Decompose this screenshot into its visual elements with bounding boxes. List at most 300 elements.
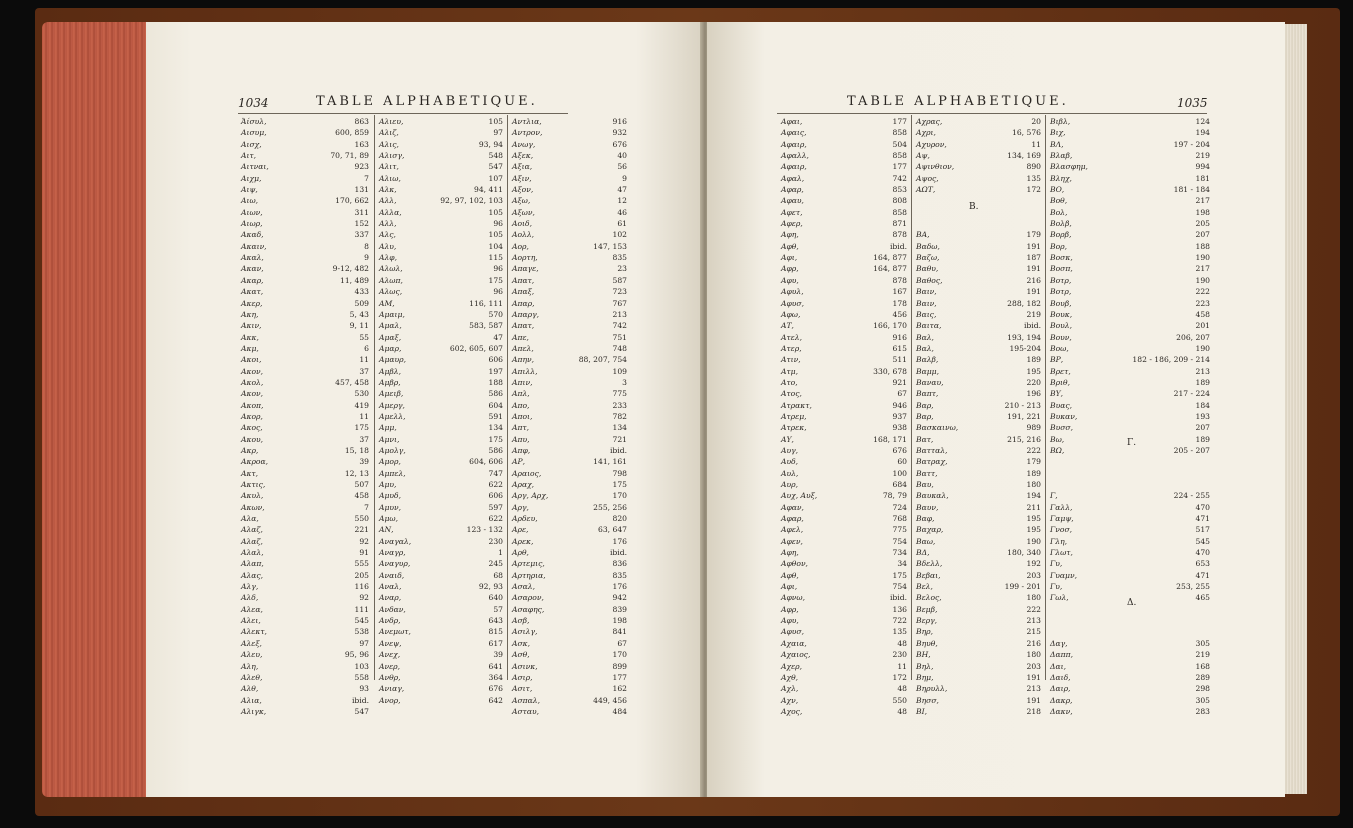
entry-page-refs: 871 — [892, 219, 907, 229]
entry-word: Αλας, — [241, 570, 264, 580]
entry-page-refs: 458 — [354, 491, 369, 501]
index-entry — [781, 513, 907, 524]
index-entry — [781, 161, 907, 172]
entry-page-refs: 587 — [612, 275, 627, 285]
index-entry — [379, 366, 503, 377]
entry-page-refs: 48 — [897, 638, 907, 648]
entry-page-refs: 124 — [1195, 117, 1210, 126]
index-entry — [781, 343, 907, 354]
entry-word: Βαττ, — [916, 468, 938, 478]
entry-page-refs: 170, 662 — [335, 196, 369, 206]
index-entry — [241, 263, 369, 274]
entry-word: Αλωπ, — [379, 275, 403, 285]
index-entry — [241, 275, 369, 286]
entry-word: Αμαλ, — [379, 321, 402, 331]
index-entry — [916, 706, 1041, 717]
entry-page-refs: 747 — [488, 468, 503, 478]
entry-page-refs: 198 — [1195, 207, 1210, 217]
entry-page-refs: 134 — [488, 423, 503, 433]
entry-page-refs: 192 — [1026, 559, 1041, 569]
index-entry — [379, 332, 503, 343]
index-entry — [379, 241, 503, 252]
entry-word: Βοσπ, — [1050, 264, 1073, 274]
entry-page-refs: 640 — [488, 593, 503, 603]
section-letter-gamma: Γ. — [1127, 438, 1137, 448]
index-entry — [241, 218, 369, 229]
index-entry — [241, 695, 369, 706]
entry-page-refs: 643 — [488, 616, 503, 626]
entry-page-refs: 190 — [1195, 275, 1210, 285]
entry-word: Βδελλ, — [916, 559, 943, 569]
entry-page-refs: 615 — [892, 343, 907, 353]
entry-word: Βαμμ, — [916, 366, 939, 376]
entry-page-refs: 754 — [892, 536, 907, 546]
index-entry — [512, 434, 627, 445]
entry-page-refs: 190 — [1026, 536, 1041, 546]
entry-word: Βυας, — [1050, 400, 1072, 410]
index-entry — [379, 354, 503, 365]
index-entry — [916, 116, 1041, 127]
entry-word: Απαρ, — [512, 298, 535, 308]
entry-word: Βελ, — [916, 582, 933, 592]
entry-page-refs: 484 — [612, 706, 627, 716]
entry-word: Ακαιν, — [241, 241, 267, 251]
index-entry — [241, 706, 369, 717]
index-entry — [916, 661, 1041, 672]
entry-word: Βοθ, — [1050, 196, 1068, 206]
header-rule — [238, 113, 568, 114]
entry-page-refs: 245 — [488, 559, 503, 569]
index-entry — [379, 195, 503, 206]
entry-page-refs: 177 — [612, 672, 627, 682]
entry-word: Ανδαν, — [379, 604, 406, 614]
index-entry — [241, 343, 369, 354]
entry-word: Αυλ, — [781, 468, 799, 478]
entry-page-refs: 57 — [493, 604, 503, 614]
entry-word: Γωλ, — [1050, 593, 1069, 603]
entry-word: Ακου, — [241, 434, 264, 444]
entry-word: Ακον, — [241, 389, 264, 399]
entry-page-refs: 95, 96 — [344, 650, 369, 660]
entry-word: Αφι, — [781, 582, 798, 592]
entry-word: ΒΟ, — [1050, 185, 1065, 195]
entry-page-refs: 123 - 132 — [466, 525, 503, 535]
entry-word: Αμνι, — [379, 434, 400, 444]
index-entry — [379, 683, 503, 694]
index-entry — [512, 456, 627, 467]
entry-word: Αραιος, — [512, 468, 542, 478]
entry-page-refs: 330, 678 — [873, 366, 907, 376]
entry-page-refs: 504 — [892, 139, 907, 149]
entry-page-refs: 94, 411 — [474, 185, 503, 195]
index-entry — [379, 127, 503, 138]
entry-page-refs: 921 — [892, 377, 907, 387]
entry-page-refs: 606 — [488, 491, 503, 501]
entry-word: Αφερ, — [781, 219, 803, 229]
index-entry — [781, 275, 907, 286]
index-entry — [512, 263, 627, 274]
entry-word: Αξων, — [512, 207, 535, 217]
column-divider — [374, 115, 375, 680]
index-column — [916, 116, 1041, 717]
index-entry — [1050, 536, 1210, 547]
entry-page-refs: 538 — [354, 627, 369, 637]
entry-word: ΑΩΤ, — [916, 185, 936, 195]
entry-word: Αμυ, — [379, 480, 397, 489]
page-header: TABLE ALPHABETIQUE. — [847, 94, 1069, 109]
entry-page-refs: 47 — [617, 185, 627, 195]
entry-word: Αορ, — [512, 241, 529, 251]
index-entry — [916, 275, 1041, 286]
index-entry — [916, 592, 1041, 603]
entry-page-refs: 207 — [1195, 230, 1210, 240]
entry-page-refs: 180 — [1026, 593, 1041, 603]
index-entry — [1050, 400, 1210, 411]
entry-page-refs: 12, 13 — [344, 468, 369, 478]
entry-word: Απαργ, — [512, 309, 540, 319]
entry-page-refs: 189 — [1026, 468, 1041, 478]
index-entry — [241, 388, 369, 399]
entry-word: Απαξ, — [512, 287, 535, 297]
entry-word: Ατρακτ, — [781, 400, 812, 410]
index-entry — [379, 400, 503, 411]
entry-page-refs: 219 — [1195, 650, 1210, 660]
index-entry — [241, 422, 369, 433]
entry-page-refs: 78, 79 — [882, 491, 907, 501]
entry-word: Αισχ, — [241, 139, 262, 149]
entry-word: Ατερ, — [781, 343, 802, 353]
entry-word: Αλια, — [241, 695, 262, 705]
entry-word: Αναιδ, — [379, 570, 405, 580]
index-entry — [916, 513, 1041, 524]
index-entry — [512, 411, 627, 422]
entry-page-refs: 55 — [359, 332, 369, 342]
index-entry — [241, 570, 369, 581]
entry-page-refs: 222 — [1026, 604, 1041, 614]
entry-page-refs: 175 — [354, 423, 369, 433]
entry-page-refs: 216 — [1026, 275, 1041, 285]
index-entry — [781, 558, 907, 569]
entry-word: Αλιτ, — [379, 162, 399, 172]
entry-page-refs: 166, 170 — [873, 321, 907, 331]
entry-page-refs: 190 — [1195, 343, 1210, 353]
entry-page-refs: 187 — [1026, 253, 1041, 263]
entry-page-refs: 105 — [488, 207, 503, 217]
entry-word: Αρθ, — [512, 548, 529, 558]
index-entry — [781, 536, 907, 547]
index-entry — [916, 354, 1041, 365]
entry-word: Βαθος, — [916, 275, 943, 285]
entry-page-refs: 163 — [354, 139, 369, 149]
entry-word: Ακκ, — [241, 332, 259, 342]
entry-word: Βλασφημ, — [1050, 162, 1088, 172]
entry-word: Αλισγ, — [379, 151, 405, 161]
index-entry — [781, 263, 907, 274]
entry-page-refs: 40 — [617, 151, 627, 161]
index-entry — [1050, 649, 1210, 660]
index-entry — [916, 468, 1041, 479]
entry-page-refs: 135 — [1026, 173, 1041, 183]
index-entry — [1050, 388, 1210, 399]
entry-word: Ατρεμ, — [781, 411, 807, 421]
entry-word: Αχαιος, — [781, 650, 811, 660]
entry-word: Αλως, — [379, 287, 403, 297]
entry-word: Βολβ, — [1050, 219, 1072, 229]
index-entry — [512, 218, 627, 229]
entry-page-refs: 742 — [892, 173, 907, 183]
index-entry — [379, 343, 503, 354]
index-entry — [241, 400, 369, 411]
entry-page-refs: 916 — [892, 332, 907, 342]
entry-page-refs: 841 — [612, 627, 627, 637]
entry-page-refs: 115 — [488, 253, 503, 263]
index-entry — [916, 173, 1041, 184]
index-entry — [379, 524, 503, 535]
entry-page-refs: 48 — [897, 684, 907, 694]
entry-page-refs: 219 — [1026, 309, 1041, 319]
index-entry — [512, 661, 627, 672]
entry-page-refs: 878 — [892, 230, 907, 240]
entry-word: Αφαι, — [781, 117, 803, 126]
index-entry — [241, 229, 369, 240]
entry-word: Βελος, — [916, 593, 942, 603]
index-entry — [379, 661, 503, 672]
entry-word: Αφρ, — [781, 604, 799, 614]
entry-page-refs: 172 — [892, 672, 907, 682]
entry-word: Ακατ, — [241, 287, 264, 297]
entry-page-refs: 230 — [892, 650, 907, 660]
entry-page-refs: 3 — [622, 377, 627, 387]
index-entry — [916, 127, 1041, 138]
entry-word: Αργ, Αρχ, — [512, 491, 549, 501]
index-entry — [1050, 502, 1210, 513]
index-entry — [781, 524, 907, 535]
entry-page-refs: 93, 94 — [478, 139, 503, 149]
entry-word: Αιχμ, — [241, 173, 262, 183]
index-entry — [1050, 626, 1210, 637]
entry-word: Ακαλ, — [241, 253, 264, 263]
entry-page-refs: 105 — [488, 117, 503, 126]
index-entry — [379, 468, 503, 479]
index-entry — [379, 604, 503, 615]
index-entry — [1050, 706, 1210, 717]
entry-word: Αυδ, — [781, 457, 799, 467]
entry-word: Αχερ, — [781, 661, 803, 671]
entry-word: Βαιτα, — [916, 321, 942, 331]
entry-word: Αχν, — [781, 695, 799, 705]
entry-page-refs: 135 — [892, 627, 907, 637]
entry-word: Γ, — [1050, 491, 1058, 501]
index-entry — [241, 309, 369, 320]
entry-word: Αμορ, — [379, 457, 401, 467]
entry-page-refs: 942 — [612, 593, 627, 603]
entry-word: Ακη, — [241, 309, 259, 319]
entry-page-refs: 221 — [354, 525, 369, 535]
entry-page-refs: 558 — [354, 672, 369, 682]
index-entry — [512, 592, 627, 603]
entry-word: Αχρι, — [916, 128, 936, 138]
entry-page-refs: 191 — [1026, 264, 1041, 274]
entry-word: ΒΡ, — [1050, 355, 1064, 365]
index-entry — [379, 626, 503, 637]
index-entry — [241, 161, 369, 172]
entry-page-refs: 105 — [488, 230, 503, 240]
index-entry — [781, 626, 907, 637]
entry-word: Βυκαν, — [1050, 411, 1078, 421]
entry-word: Ατιν, — [781, 355, 801, 365]
index-column — [512, 116, 627, 717]
index-entry — [512, 468, 627, 479]
entry-page-refs: 7 — [364, 502, 369, 512]
entry-word: Ακον, — [241, 366, 264, 376]
index-entry — [379, 592, 503, 603]
entry-word: Αιψ, — [241, 185, 258, 195]
entry-page-refs: 207 — [1195, 423, 1210, 433]
index-entry — [916, 479, 1041, 490]
entry-page-refs: 170 — [612, 491, 627, 501]
entry-page-refs: 195-204 — [1009, 343, 1041, 353]
entry-page-refs: 213 — [1026, 684, 1041, 694]
index-entry — [512, 536, 627, 547]
entry-page-refs: 93 — [359, 684, 369, 694]
entry-word: ΒΥ, — [1050, 389, 1064, 399]
index-entry — [379, 173, 503, 184]
entry-word: Ακρ, — [241, 445, 259, 455]
index-entry — [781, 309, 907, 320]
entry-word: Ασπαλ, — [512, 695, 541, 705]
entry-page-refs: 283 — [1195, 706, 1210, 716]
entry-word: Βολ, — [1050, 207, 1068, 217]
entry-page-refs: 6 — [364, 343, 369, 353]
entry-word: Ανωγ, — [512, 139, 536, 149]
entry-word: Αλα, — [241, 514, 259, 524]
entry-page-refs: 168 — [1195, 661, 1210, 671]
index-entry — [512, 638, 627, 649]
index-entry — [512, 286, 627, 297]
entry-word: Αμπελ, — [379, 468, 406, 478]
entry-page-refs: 15, 18 — [344, 445, 369, 455]
entry-page-refs: ibid. — [1024, 321, 1041, 331]
entry-word: Αλλα, — [379, 207, 402, 217]
index-entry — [512, 400, 627, 411]
entry-word: Αλς, — [379, 230, 396, 240]
index-entry — [241, 332, 369, 343]
entry-page-refs: 11 — [897, 661, 907, 671]
entry-word: Ασαλ, — [512, 582, 536, 592]
index-entry — [512, 173, 627, 184]
entry-page-refs: 782 — [612, 411, 627, 421]
index-entry — [1050, 366, 1210, 377]
index-column — [1050, 116, 1210, 717]
index-entry — [781, 173, 907, 184]
entry-page-refs: 305 — [1195, 638, 1210, 648]
entry-word: Αναγρ, — [379, 548, 406, 558]
entry-word: Αιτ, — [241, 151, 257, 161]
index-entry — [916, 332, 1041, 343]
entry-word: Βεμβ, — [916, 604, 938, 614]
entry-word: Αμυν, — [379, 502, 402, 512]
entry-word: Ανδρ, — [379, 616, 401, 626]
entry-word: Βαδω, — [916, 241, 940, 251]
entry-word: Αφρ, — [781, 264, 799, 274]
entry-page-refs: 9 — [364, 253, 369, 263]
index-entry — [379, 377, 503, 388]
entry-page-refs: 550 — [892, 695, 907, 705]
entry-page-refs: 205 — [1195, 219, 1210, 229]
entry-word: Αφαις, — [781, 128, 807, 138]
index-entry — [379, 218, 503, 229]
entry-page-refs: 37 — [359, 366, 369, 376]
entry-word: Βηλ, — [916, 661, 934, 671]
entry-word: Αλιζ, — [379, 128, 399, 138]
entry-word: ΑΜ, — [379, 298, 395, 308]
entry-word: Βλαβ, — [1050, 151, 1073, 161]
entry-word: Αξεκ, — [512, 151, 534, 161]
index-entry — [1050, 468, 1210, 479]
entry-page-refs: 11 — [359, 411, 369, 421]
entry-word: Βαυν, — [916, 502, 939, 512]
entry-page-refs: 7 — [364, 173, 369, 183]
index-entry — [781, 207, 907, 218]
entry-word: Αμαξ, — [379, 332, 402, 342]
index-entry — [781, 241, 907, 252]
entry-page-refs: 34 — [897, 559, 907, 569]
entry-page-refs: 217 — [1195, 264, 1210, 274]
entry-word: Βιχ, — [1050, 128, 1066, 138]
index-entry — [781, 490, 907, 501]
index-entry — [241, 604, 369, 615]
entry-page-refs: 899 — [612, 661, 627, 671]
section-letter-beta: Β. — [969, 202, 979, 212]
entry-page-refs: 676 — [612, 139, 627, 149]
index-entry — [916, 638, 1041, 649]
entry-page-refs: 676 — [488, 684, 503, 694]
entry-word: Βησσ, — [916, 695, 939, 705]
index-entry — [781, 638, 907, 649]
entry-word: Αξια, — [512, 162, 533, 172]
entry-page-refs: 858 — [892, 207, 907, 217]
entry-page-refs: 923 — [354, 162, 369, 172]
entry-word: Ανεψ, — [379, 638, 402, 648]
entry-word: Γαμψ, — [1050, 514, 1074, 524]
entry-word: Αμμ, — [379, 423, 397, 433]
entry-word: Αφθ, — [781, 241, 799, 251]
entry-page-refs: 932 — [612, 128, 627, 138]
index-entry — [241, 502, 369, 513]
entry-word: Αφνω, — [781, 593, 806, 603]
index-entry — [512, 581, 627, 592]
entry-page-refs: 191 — [1026, 287, 1041, 297]
index-entry — [1050, 150, 1210, 161]
index-entry — [512, 343, 627, 354]
entry-word: Βαρ, — [916, 400, 934, 410]
index-entry — [1050, 581, 1210, 592]
entry-page-refs: 164, 877 — [873, 253, 907, 263]
entry-page-refs: 196 — [1026, 389, 1041, 399]
entry-word: Δαιρ, — [1050, 684, 1071, 694]
entry-word: Αχαια, — [781, 638, 807, 648]
entry-page-refs: 96 — [493, 219, 503, 229]
index-entry — [781, 422, 907, 433]
entry-word: Αλιευ, — [379, 117, 404, 126]
index-entry — [916, 184, 1041, 195]
entry-page-refs: 597 — [488, 502, 503, 512]
entry-page-refs: 9-12, 482 — [332, 264, 369, 274]
entry-word: Αχος, — [781, 706, 803, 716]
index-entry — [512, 524, 627, 535]
entry-word: Αφη, — [781, 548, 799, 558]
entry-page-refs: ibid. — [352, 695, 369, 705]
